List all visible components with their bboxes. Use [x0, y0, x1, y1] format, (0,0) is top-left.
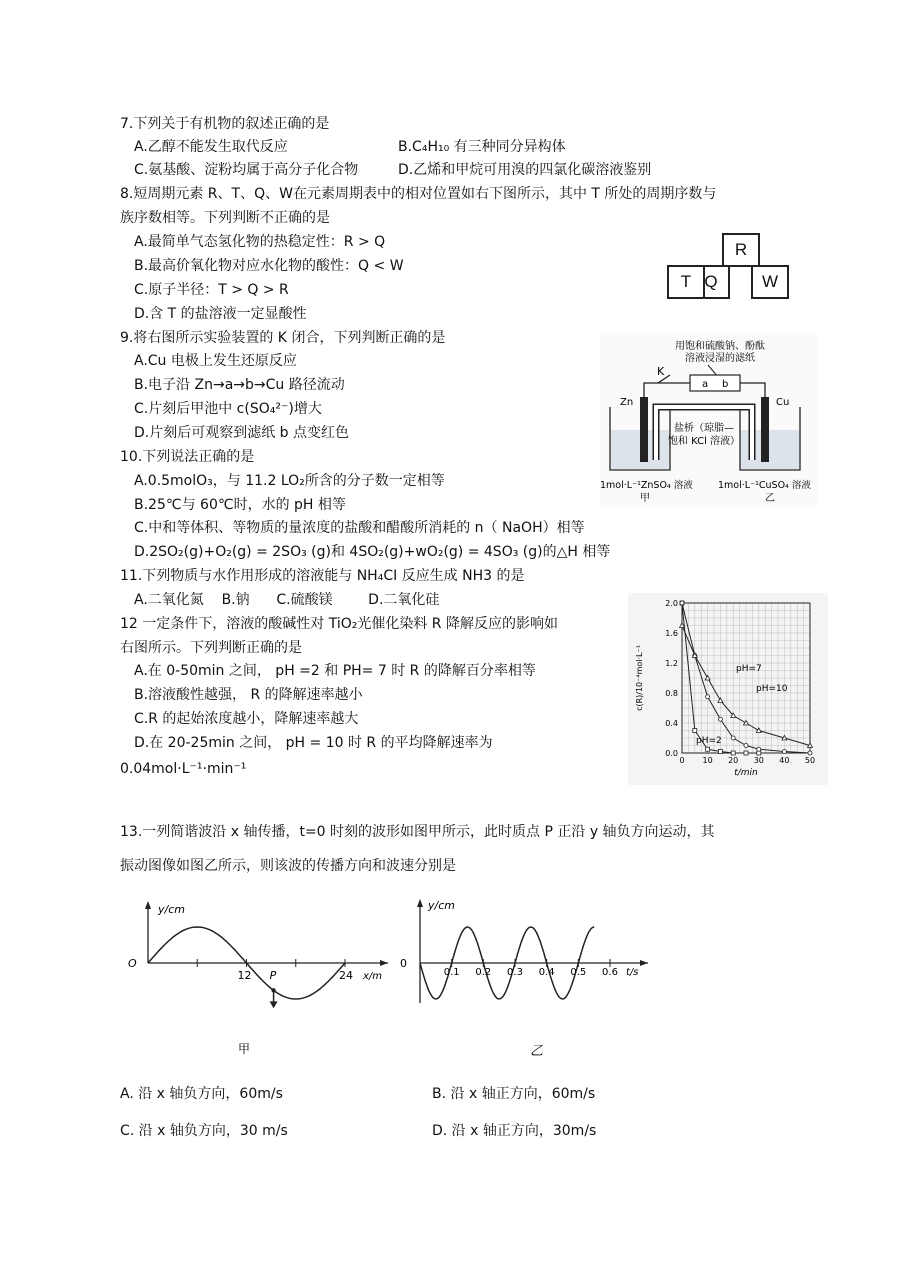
q8-stem-line2: 族序数相等。下列判断不正确的是	[120, 210, 330, 226]
q8-option-b: B.最高价氧化物对应水化物的酸性：Q < W	[134, 258, 404, 274]
q9-option-d: D.片刻后可观察到滤纸 b 点变红色	[134, 425, 350, 441]
y-axis-label: c(R)/10⁻⁴mol·L⁻¹	[635, 645, 644, 711]
left-solution-label: 1mol·L⁻¹ZnSO₄ 溶液	[600, 480, 693, 491]
switch-k-label: K	[657, 365, 665, 378]
q9-option-a: A.Cu 电极上发生还原反应	[134, 353, 297, 369]
x-axis-arrow	[640, 960, 648, 966]
q7-option-b: B.C₄H₁₀ 有三种同分异构体	[398, 139, 566, 155]
q8-option-d: D.含 T 的盐溶液一定显酸性	[134, 306, 307, 322]
series-label: pH=7	[736, 664, 762, 674]
cell-t: T	[667, 265, 705, 299]
q12-stem-line1: 12 一定条件下，溶液的酸碱性对 TiO₂光催化染料 R 降解反应的影响如	[120, 616, 558, 632]
q9-stem: 9.将右图所示实验装置的 K 闭合，下列判断正确的是	[120, 330, 446, 346]
salt-bridge-label-1: 盐桥（琼脂—	[674, 423, 734, 434]
data-point	[757, 747, 761, 751]
paper-label-2: 溶液浸湿的滤纸	[685, 353, 755, 364]
q11-options: A.二氧化氮 B.钠 C.硫酸镁 D.二氧化硅	[134, 592, 440, 608]
origin-label: 0	[400, 957, 407, 970]
x-tick-label: 10	[702, 756, 713, 765]
origin-label: O	[128, 957, 137, 970]
right-cell-name: 乙	[765, 493, 775, 504]
q12-stem-line2: 右图所示。下列判断正确的是	[120, 640, 302, 656]
zn-label: Zn	[620, 397, 634, 408]
data-point	[718, 750, 722, 754]
q9-option-b: B.电子沿 Zn→a→b→Cu 路径流动	[134, 377, 345, 393]
x-tick-label: 30	[753, 756, 764, 765]
q13-stem-line1: 13.一列简谐波沿 x 轴传播，t=0 时刻的波形如图甲所示，此时质点 P 正沿 y 轴负方向运动，其	[120, 824, 715, 840]
salt-bridge-label-2: 饱和 KCl 溶液）	[667, 436, 741, 447]
q10-stem: 10.下列说法正确的是	[120, 449, 255, 465]
q12-option-b: B.溶液酸性越强， R 的降解速率越小	[134, 687, 363, 703]
y-tick-label: 1.2	[665, 659, 678, 668]
q7-option-d: D.乙烯和甲烷可用溴的四氯化碳溶液鉴别	[398, 162, 652, 178]
cell-q: Q	[694, 265, 730, 299]
q9-option-c: C.片刻后甲池中 c(SO₄²⁻)增大	[134, 401, 322, 417]
y-tick-label: 0.8	[665, 689, 678, 698]
q8-option-a: A.最简单气态氢化物的热稳定性：R > Q	[134, 234, 386, 250]
x-tick-label: 12	[237, 969, 252, 982]
y-axis-arrow	[417, 899, 423, 907]
x-tick-label: 24	[339, 969, 353, 982]
q10-option-d: D.2SO₂(g)+O₂(g) = 2SO₃ (g)和 4SO₂(g)+wO₂(g) = 4SO₃ (g)的△H 相等	[134, 544, 611, 560]
y-axis-label: y/cm	[428, 899, 455, 912]
x-tick-label: 0.4	[538, 967, 555, 978]
q13-option-a: A. 沿 x 轴负方向，60m/s	[120, 1086, 283, 1102]
left-cell-name: 甲	[640, 493, 650, 504]
q7-stem: 7.下列关于有机物的叙述正确的是	[120, 116, 330, 132]
x-axis-label: t/min	[734, 768, 758, 778]
point-p-label: P	[269, 969, 277, 982]
cell-w: W	[751, 265, 789, 299]
data-point	[782, 750, 786, 754]
data-point	[731, 751, 735, 755]
y-tick-label: 0.4	[665, 719, 678, 728]
cu-label: Cu	[776, 397, 790, 408]
zn-electrode	[640, 397, 648, 462]
x-tick-label: 0.1	[443, 967, 460, 978]
q12-option-a: A.在 0-50min 之间， pH =2 和 PH= 7 时 R 的降解百分率相等	[134, 663, 536, 679]
y-axis-arrow	[145, 901, 151, 909]
cu-electrode	[761, 397, 769, 462]
graph-name-label: 乙	[530, 1044, 544, 1058]
x-tick-label: 0.5	[570, 967, 587, 978]
series-label: pH=2	[696, 736, 722, 746]
data-point	[808, 751, 812, 755]
q12-option-c: C.R 的起始浓度越小，降解速率越大	[134, 711, 359, 727]
vibration-graph-yi	[390, 893, 665, 1058]
point-b-label: b	[722, 379, 729, 390]
galvanic-cell-figure	[600, 335, 818, 505]
y-tick-label: 1.6	[665, 629, 678, 638]
point-a-label: a	[702, 379, 709, 390]
q8-stem-line1: 8.短周期元素 R、T、Q、W在元素周期表中的相对位置如右下图所示，其中 T 所处的周期序数与	[120, 186, 717, 202]
q13-option-d: D. 沿 x 轴正方向，30m/s	[432, 1123, 597, 1139]
q12-option-d-continued: 0.04mol·L⁻¹·min⁻¹	[120, 761, 247, 777]
data-point	[718, 717, 722, 721]
y-tick-label: 2.0	[665, 599, 678, 608]
q13-option-b: B. 沿 x 轴正方向，60m/s	[432, 1086, 596, 1102]
q7-option-c: C.氨基酸、淀粉均属于高分子化合物	[134, 162, 359, 178]
paper-label-1: 用饱和硫酸钠、酚酞	[675, 341, 765, 352]
q13-stem-line2: 振动图像如图乙所示，则该波的传播方向和波速分别是	[120, 858, 456, 874]
data-point	[693, 729, 697, 733]
data-point	[680, 601, 684, 605]
data-point	[706, 747, 710, 751]
data-point	[744, 744, 748, 748]
filter-paper	[690, 375, 740, 391]
x-tick-label: 40	[779, 756, 790, 765]
q12-option-d: D.在 20-25min 之间， pH = 10 时 R 的平均降解速率为	[134, 735, 493, 751]
graph-name-label: 甲	[238, 1042, 251, 1056]
q7-option-a: A.乙醇不能发生取代反应	[134, 139, 288, 155]
data-point	[706, 695, 710, 699]
x-axis-label: x/m	[363, 971, 383, 982]
x-axis-arrow	[380, 960, 388, 966]
q8-option-c: C.原子半径：T > Q > R	[134, 282, 289, 298]
q10-option-a: A.0.5molO₃，与 11.2 LO₂所含的分子数一定相等	[134, 473, 445, 489]
x-tick-label: 0	[679, 756, 685, 765]
degradation-chart	[628, 593, 828, 785]
x-tick-label: 0.3	[507, 967, 523, 978]
x-axis-label: t/s	[626, 967, 639, 978]
q10-option-b: B.25℃与 60℃时，水的 pH 相等	[134, 497, 346, 513]
series-label: pH=10	[756, 684, 788, 694]
x-tick-label: 0.2	[475, 967, 492, 978]
data-point	[731, 736, 735, 740]
right-solution-label: 1mol·L⁻¹CuSO₄ 溶液	[718, 480, 811, 491]
cell-r: R	[722, 233, 760, 267]
wave-graph-jia	[118, 895, 403, 1060]
x-tick-label: 20	[728, 756, 739, 765]
x-tick-label: 0.6	[602, 967, 618, 978]
y-axis-label: y/cm	[158, 903, 185, 916]
q11-stem: 11.下列物质与水作用形成的溶液能与 NH₄CI 反应生成 NH3 的是	[120, 568, 525, 584]
q13-option-c: C. 沿 x 轴负方向，30 m/s	[120, 1123, 288, 1139]
data-point	[744, 751, 748, 755]
x-tick-label: 50	[804, 756, 816, 765]
point-p-arrow	[270, 1001, 278, 1008]
y-tick-label: 0.0	[665, 749, 678, 758]
q10-option-c: C.中和等体积、等物质的量浓度的盐酸和醋酸所消耗的 n（ NaOH）相等	[134, 520, 585, 536]
